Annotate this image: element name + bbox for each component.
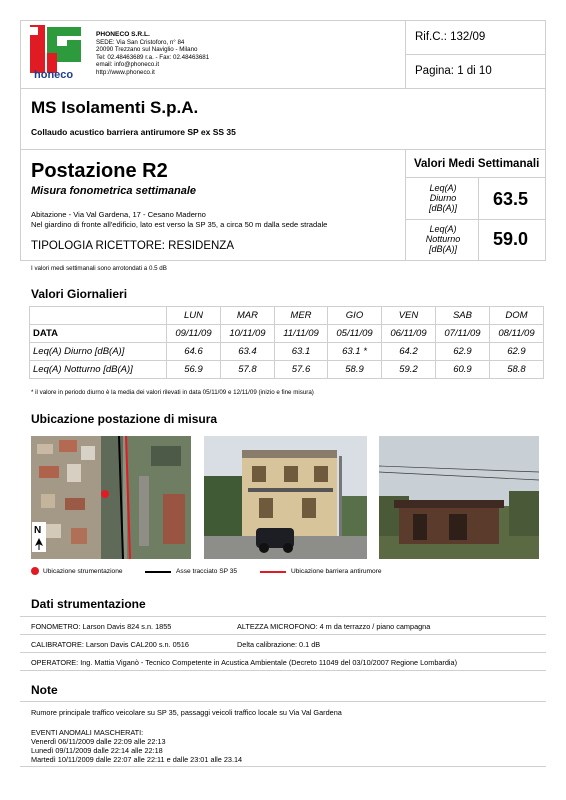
legend-dot-icon: [31, 567, 39, 575]
table-cell: 10/11/09: [220, 325, 274, 343]
border-right: [545, 20, 546, 260]
table-header-row: [30, 307, 544, 325]
table-header-blank: [30, 307, 167, 325]
table-header-day: MAR: [220, 307, 274, 325]
strum-line: [20, 634, 546, 635]
notturno-label-line: Notturno: [425, 234, 461, 244]
north-label: N: [34, 525, 42, 536]
table-cell: 60.9: [435, 361, 489, 379]
table-cell: 58.9: [328, 361, 382, 379]
page-number: Pagina: 1 di 10: [415, 65, 492, 77]
company-line: Tel: 02.48463689 r.a. - Fax: 02.48463681: [96, 53, 210, 61]
legend-line-red-icon: [260, 571, 286, 573]
company-line: 20090 Trezzano sul Naviglio - Milano: [96, 46, 198, 54]
table-cell: 06/11/09: [382, 325, 436, 343]
postazione-title: Postazione R2: [31, 160, 168, 182]
note-title: Note: [31, 683, 58, 697]
header-divider: [20, 88, 546, 89]
table-cell: 09/11/09: [167, 325, 221, 343]
note-top-line: [20, 701, 546, 702]
border-left: [20, 20, 21, 260]
table-cell: 59.2: [382, 361, 436, 379]
table-row: [30, 325, 544, 343]
evento-item: Lunedì 09/11/2009 dalle 22:14 alle 22:18: [31, 745, 163, 755]
strum-bottom-line: [20, 670, 546, 671]
table-cell: 63.1 *: [328, 343, 382, 361]
notturno-value: 59.0: [493, 229, 529, 249]
footnote-asterisk: * il valore in periodo diurno è la media dei valori rilevati in data 05/11/09 e 12/11/09 (inizio e fine misura): [31, 389, 314, 396]
table-cell: 57.8: [220, 361, 274, 379]
company-website[interactable]: http://www.phoneco.it: [96, 68, 155, 76]
client-name: MS Isolamenti S.p.A.: [31, 98, 199, 117]
diurno-label-line: Diurno: [429, 193, 457, 203]
altezza-text: ALTEZZA MICROFONO: 4 m da terrazzo / piano campagna: [237, 622, 431, 631]
table-header-day: DOM: [489, 307, 543, 325]
vm-mid-divider: [405, 219, 546, 220]
rif-code: Rif.C.: 132/09: [415, 31, 486, 43]
notturno-label: [408, 224, 478, 254]
row-label: Leq(A) Notturno [dB(A)]: [30, 361, 167, 379]
aerial-map-image: [31, 436, 191, 559]
table-cell: 08/11/09: [489, 325, 543, 343]
diurno-value: 63.5: [493, 189, 529, 209]
strumentazione-title: Dati strumentazione: [31, 597, 146, 611]
company-email[interactable]: email: info@phoneco.it: [96, 61, 160, 69]
photo-shed: [379, 436, 539, 559]
company-logo: [28, 23, 90, 85]
daily-values-table: [29, 306, 544, 379]
table-cell: 58.8: [489, 361, 543, 379]
title-divider: [20, 149, 546, 150]
table-cell: 57.6: [274, 361, 327, 379]
north-arrow-icon: [35, 537, 43, 549]
border-top: [20, 20, 546, 21]
table-cell: 11/11/09: [274, 325, 327, 343]
legend-label: Ubicazione strumentazione: [43, 568, 123, 575]
evento-item: Martedì 10/11/2009 dalle 22:07 alle 22:11 e dalle 23:01 alle 23.14: [31, 754, 243, 764]
table-cell: 63.4: [220, 343, 274, 361]
table-cell: 56.9: [167, 361, 221, 379]
note-text: Rumore principale traffico veicolare su SP 35, passaggi veicoli traffico locale su Via Val Gardena: [31, 708, 342, 717]
calibratore-text: CALIBRATORE: Larson Davis CAL200 s.n. 0516: [31, 640, 189, 649]
rif-divider: [405, 54, 546, 55]
house-photo-image: [204, 436, 367, 559]
address-line: Abitazione - Via Val Gardena, 17 - Cesano Maderno: [31, 210, 206, 219]
table-row: [30, 361, 544, 379]
evento-item: Venerdì 06/11/2009 dalle 22:09 alle 22:13: [31, 736, 166, 746]
company-name: PHONECO S.R.L.: [96, 31, 150, 38]
postazione-subtitle: Misura fonometrica settimanale: [31, 185, 197, 197]
table-header-day: GIO: [328, 307, 382, 325]
tipologia-ricettore: TIPOLOGIA RICETTORE: RESIDENZA: [31, 240, 234, 252]
strum-top-line: [20, 616, 546, 617]
strum-line: [20, 652, 546, 653]
table-cell: 62.9: [435, 343, 489, 361]
eventi-block: [31, 729, 242, 765]
aerial-map: [31, 436, 191, 559]
postazione-divider: [20, 260, 546, 261]
report-subject: Collaudo acustico barriera antirumore SP ex SS 35: [31, 127, 236, 137]
row-label: Leq(A) Diurno [dB(A)]: [30, 343, 167, 361]
shed-photo-image: [379, 436, 539, 559]
table-cell: 64.6: [167, 343, 221, 361]
logo-wordmark: honeco: [34, 69, 74, 81]
table-header-day: LUN: [167, 307, 221, 325]
photo-house: [204, 436, 367, 559]
delta-text: Delta calibrazione: 0.1 dB: [237, 640, 321, 649]
valori-medi-title: Valori Medi Settimanali: [414, 158, 540, 170]
table-row: [30, 343, 544, 361]
legend-line-black-icon: [145, 571, 171, 573]
legend-label: Ubicazione barriera antirumore: [291, 568, 382, 575]
table-cell: 05/11/09: [328, 325, 382, 343]
ubicazione-title: Ubicazione postazione di misura: [31, 412, 218, 426]
diurno-label: [408, 183, 478, 213]
table-cell: 62.9: [489, 343, 543, 361]
note-bottom-line: [20, 766, 546, 767]
header-vdivider: [405, 20, 406, 88]
table-header-day: SAB: [435, 307, 489, 325]
vm-vdivider: [405, 149, 406, 260]
table-header-day: VEN: [382, 307, 436, 325]
table-header-day: MER: [274, 307, 327, 325]
vm-value-vdivider: [478, 177, 479, 260]
giornalieri-title: Valori Giornalieri: [31, 287, 128, 301]
table-cell: 64.2: [382, 343, 436, 361]
diurno-label-line: Leq(A): [429, 183, 457, 193]
operatore-text: OPERATORE: Ing. Mattia Viganò - Tecnico Competente in Acustica Ambientale (Decreto 11049 del 03/10/2007 Regione Lombardia): [31, 658, 458, 667]
vm-title-divider: [405, 177, 546, 178]
table-cell: 07/11/09: [435, 325, 489, 343]
company-line: SEDE: Via San Cristoforo, n° 84: [96, 38, 185, 46]
fonometro-text: FONOMETRO: Larson Davis 824 s.n. 1855: [31, 622, 172, 631]
table-cell: 63.1: [274, 343, 327, 361]
diurno-label-line: [dB(A)]: [428, 203, 457, 213]
row-label: DATA: [30, 325, 167, 343]
rounding-note: I valori medi settimanali sono arrotondati a 0.5 dB: [31, 265, 167, 272]
legend-label: Asse tracciato SP 35: [176, 568, 238, 575]
eventi-title: EVENTI ANOMALI MASCHERATI:: [31, 728, 144, 737]
address-line: Nel giardino di fronte all'edificio, lato est verso la SP 35, a circa 50 m dalla sede stradale: [31, 220, 328, 229]
postazione-address: [31, 210, 327, 230]
notturno-label-line: [dB(A)]: [428, 244, 457, 254]
notturno-label-line: Leq(A): [429, 224, 457, 234]
company-info: [96, 31, 209, 77]
